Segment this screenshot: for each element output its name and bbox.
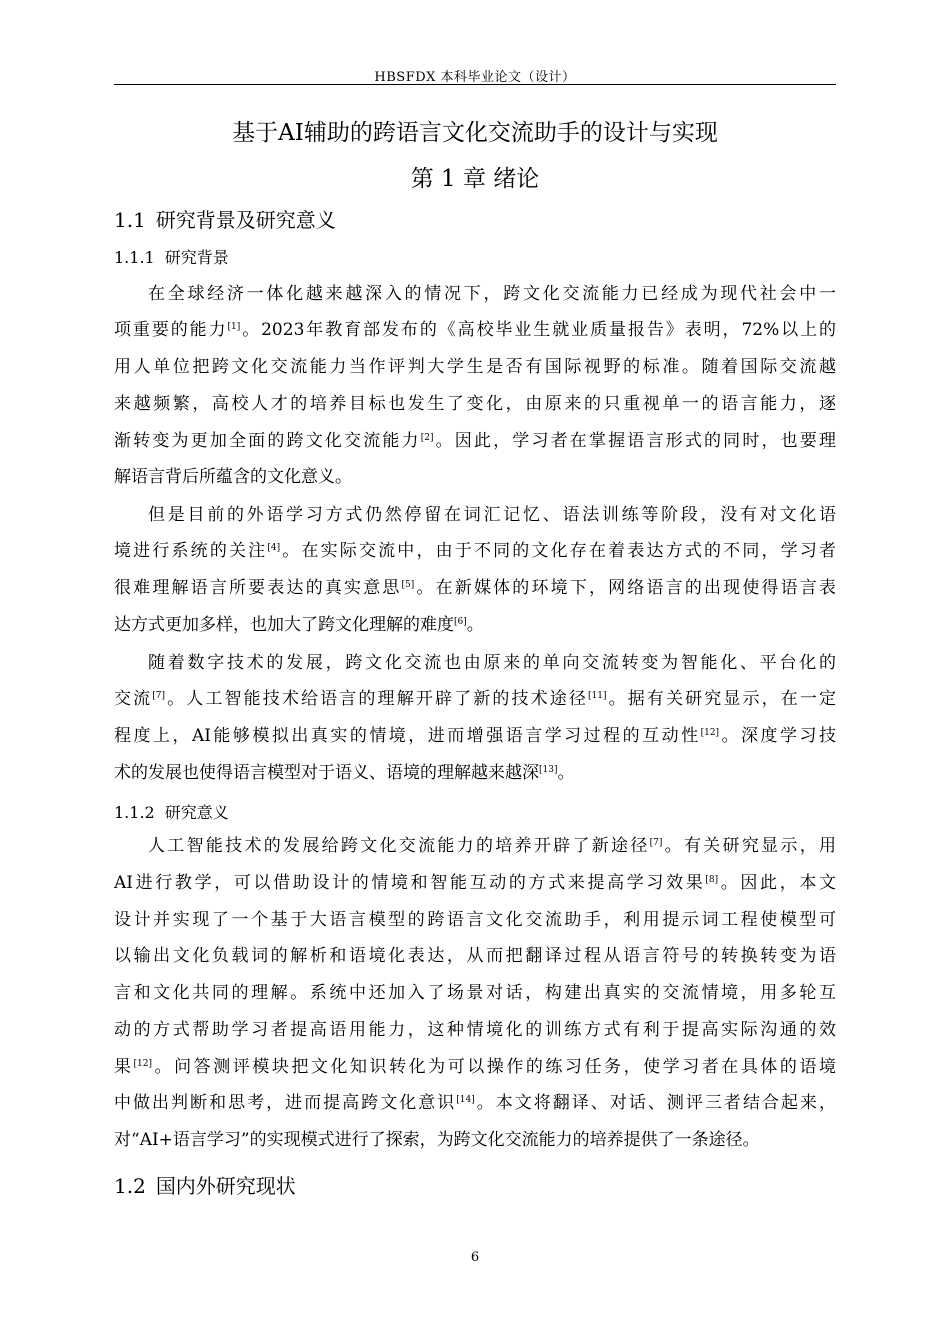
text-line: 很难理解语言所要表达的真实意思[5]。在新媒体的环境下，网络语言的出现使得语言表 (114, 578, 837, 598)
section-heading-1-2 (114, 1170, 296, 1199)
subsection-title: 研究意义 (164, 803, 229, 822)
text-line: 达方式更加多样，也加大了跨文化理解的难度[6]。 (114, 615, 484, 635)
text-line: 但是目前的外语学习方式仍然停留在词汇记忆、语法训练等阶段，没有对文化语 (148, 505, 836, 525)
citation-ref: [2] (420, 433, 434, 443)
subsection-heading-1-1-1 (114, 245, 229, 268)
text-line: 渐转变为更加全面的跨文化交流能力[2]。因此，学习者在掌握语言形式的同时，也要理 (114, 431, 836, 451)
text-line: 来越频繁，高校人才的培养目标也发生了变化，由原来的只重视单一的语言能力，逐 (114, 394, 836, 414)
text-line: 对“AI+语言学习”的实现模式进行了探索，为跨文化交流能力的培养提供了一条途径。 (114, 1130, 760, 1150)
section-heading-1-1 (114, 204, 336, 233)
text-line: 设计并实现了一个基于大语言模型的跨语言文化交流助手，利用提示词工程使模型可 (114, 910, 836, 930)
text-line: 动的方式帮助学习者提高语用能力，这种情境化的训练方式有利于提高实际沟通的效 (114, 1020, 836, 1040)
section-title: 国内外研究现状 (155, 1174, 296, 1198)
thesis-title: 基于AI辅助的跨语言文化交流助手的设计与实现 (232, 120, 718, 146)
text-line: 言和文化共同的理解。系统中还加入了场景对话，构建出真实的交流情境，用多轮互 (114, 983, 836, 1003)
citation-ref: [4] (267, 543, 281, 553)
text-line: 人工智能技术的发展给跨文化交流能力的培养开辟了新途径[7]。有关研究显示，用 (148, 836, 837, 856)
text-line: 境进行系统的关注[4]。在实际交流中，由于不同的文化存在着表达方式的不同，学习者 (114, 541, 837, 561)
citation-ref: [13] (539, 765, 558, 775)
subsection-title: 研究背景 (164, 248, 229, 267)
citation-ref: [14] (456, 1095, 475, 1105)
citation-ref: [5] (401, 580, 415, 590)
subsection-heading-1-1-2 (114, 800, 229, 823)
citation-ref: [12] (700, 728, 720, 738)
text-line: 交流[7]。人工智能技术给语言的理解开辟了新的技术途径[11]。据有关研究显示，在一定 (114, 689, 837, 709)
subsection-number: 1.1.1 (114, 248, 155, 267)
text-line: 在全球经济一体化越来越深入的情况下，跨文化交流能力已经成为现代社会中一 (148, 284, 836, 304)
chapter-heading: 第 1 章 绪论 (410, 166, 540, 192)
citation-ref: [8] (705, 875, 719, 885)
text-line: 项重要的能力[1]。2023年教育部发布的《高校毕业生就业质量报告》表明，72%以上的 (114, 320, 836, 340)
text-line: 解语言背后所蕴含的文化意义。 (114, 467, 352, 487)
citation-ref: [12] (133, 1059, 153, 1069)
text-line: 中做出判断和思考，进而提高跨文化意识[14]。本文将翻译、对话、测评三者结合起来， (114, 1093, 836, 1113)
text-line: 用人单位把跨文化交流能力当作评判大学生是否有国际视野的标准。随着国际交流越 (114, 357, 836, 377)
citation-ref: [7] (649, 838, 663, 848)
section-number: 1.1 (114, 208, 146, 232)
text-line: AI进行教学，可以借助设计的情境和智能互动的方式来提高学习效果[8]。因此，本文 (114, 873, 836, 893)
text-line: 随着数字技术的发展，跨文化交流也由原来的单向交流转变为智能化、平台化的 (148, 653, 836, 673)
text-line: 果[12]。问答测评模块把文化知识转化为可以操作的练习任务，使学习者在具体的语境 (114, 1057, 837, 1077)
section-number: 1.2 (114, 1174, 146, 1198)
citation-ref: [11] (587, 691, 607, 701)
text-line: 程度上，AI能够模拟出真实的情境，进而增强语言学习过程的互动性[12]。深度学习技 (114, 726, 836, 746)
citation-ref: [7] (152, 691, 166, 701)
section-title: 研究背景及研究意义 (155, 208, 336, 232)
running-header: HBSFDX 本科毕业论文（设计） (374, 70, 576, 85)
citation-ref: [1] (227, 322, 241, 332)
subsection-number: 1.1.2 (114, 803, 155, 822)
text-line: 以输出文化负载词的解析和语境化表达，从而把翻译过程从语言符号的转换转变为语 (114, 946, 836, 966)
header-divider (114, 84, 836, 85)
citation-ref: [6] (454, 617, 467, 627)
text-line: 术的发展也使得语言模型对于语义、语境的理解越来越深[13]。 (114, 763, 575, 783)
page-number: 6 (470, 1250, 480, 1265)
